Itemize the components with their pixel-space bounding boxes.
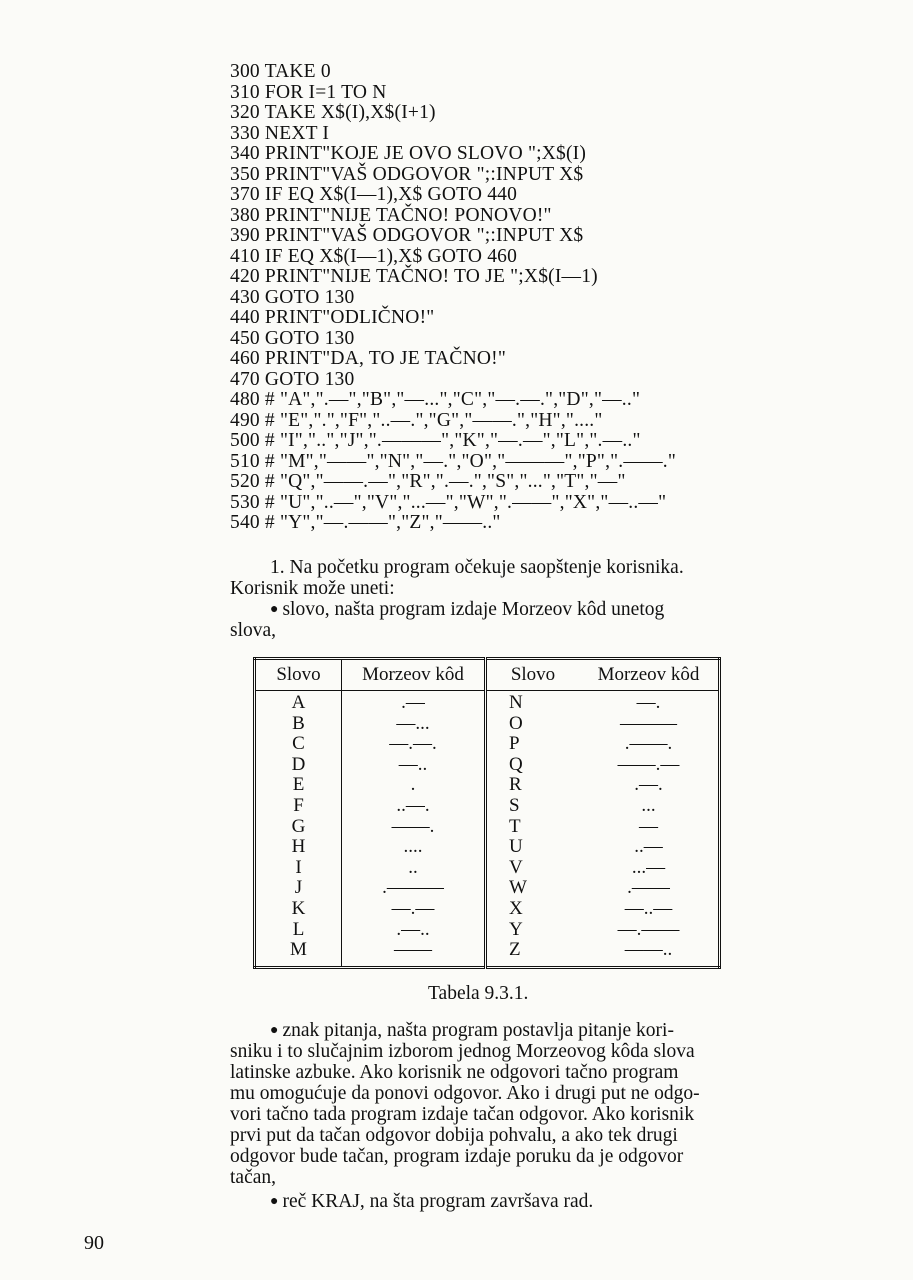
code-line: 430 GOTO 130	[230, 286, 355, 308]
code-line: 520 # "Q","——.—","R",".—.","S","...","T","—"	[230, 471, 626, 492]
bullet-item-1	[230, 599, 802, 620]
code-line: 450 GOTO 130	[230, 327, 355, 349]
code-line: 420 PRINT"NIJE TAČNO! TO JE ";X$(I—1)	[230, 266, 598, 287]
table-cell: B	[292, 712, 305, 734]
bullet-text-line: prvi put da tačan odgovor dobija pohvalu, a ako tek drugi	[230, 1125, 678, 1146]
table-cell: V	[509, 856, 523, 878]
left-codes-column	[342, 691, 486, 968]
table-cell: Z	[509, 939, 521, 961]
right-letters-column	[486, 691, 580, 968]
table-cell: I	[295, 856, 302, 878]
morse-code-table	[253, 657, 721, 969]
table-cell: X	[509, 897, 523, 919]
bullet-text-line: sniku i to slučajnim izborom jednog Morzeovog kôda slova	[230, 1041, 695, 1062]
table-header-row	[255, 659, 720, 691]
table-caption: Tabela 9.3.1.	[428, 983, 529, 1004]
table-cell: S	[509, 794, 520, 816]
table-cell: C	[292, 733, 305, 755]
table-cell: ——.	[391, 815, 435, 837]
table-cell: .——	[627, 877, 670, 899]
bullet-text-line: tačan,	[230, 1167, 277, 1188]
left-letters-column	[255, 691, 342, 968]
table-cell: U	[509, 836, 523, 858]
table-cell: J	[294, 877, 303, 899]
bullet-item-3	[230, 1191, 802, 1212]
code-line: 330 NEXT I	[230, 122, 330, 144]
table-cell: —.—.	[389, 733, 437, 755]
page-number: 90	[84, 1232, 104, 1254]
header-slovo-left: Slovo	[255, 659, 342, 691]
table-cell: A	[291, 692, 306, 713]
code-line: 440 PRINT"ODLIČNO!"	[230, 307, 435, 328]
table-cell: F	[293, 794, 304, 816]
table-cell: ..	[408, 856, 418, 878]
table-cell: .—..	[396, 918, 430, 940]
right-codes-column	[579, 691, 720, 968]
code-line: 470 GOTO 130	[230, 368, 355, 390]
code-line: 380 PRINT"NIJE TAČNO! PONOVO!"	[230, 204, 552, 226]
bullet-text-line: znak pitanja, našta program postavlja pitanje kori-	[282, 1020, 674, 1041]
table-cell: .———	[382, 877, 444, 899]
bullet-icon: ●	[270, 1194, 279, 1209]
table-cell: —..—	[624, 897, 673, 919]
table-cell: .—.	[634, 774, 663, 796]
table-cell: L	[292, 918, 305, 940]
bullet-text-line: mu omogućuje da ponovi odgovor. Ako i drugi put ne odgo-	[230, 1083, 700, 1104]
table-body	[255, 691, 720, 968]
table-cell: ———	[620, 712, 677, 734]
table-cell: G	[291, 815, 306, 837]
table-cell: ..—	[634, 836, 663, 858]
code-line: 530 # "U","..—","V","...—","W",".——","X","—..—"	[230, 491, 667, 513]
code-line: 510 # "M","——","N","—.","O","———","P",".——."	[230, 450, 677, 472]
table-cell: .	[410, 774, 416, 796]
bullet-icon: ●	[270, 1023, 279, 1038]
table-cell: M	[290, 939, 307, 961]
bullet-text-line: latinske azbuke. Ako korisnik ne odgovori tačno program	[230, 1062, 679, 1083]
header-slovo-right: Slovo	[486, 659, 580, 691]
table-cell: —.—	[391, 897, 435, 919]
code-line: 460 PRINT"DA, TO JE TAČNO!"	[230, 348, 506, 369]
bullet-text-1b: slova,	[230, 620, 277, 641]
table-cell: O	[509, 712, 523, 734]
table-cell: P	[509, 733, 520, 755]
table-cell: ...—	[631, 856, 666, 878]
bullet-paragraph-3	[230, 1191, 802, 1212]
code-line: 340 PRINT"KOJE JE OVO SLOVO ";X$(I)	[230, 143, 587, 164]
table-cell: D	[291, 753, 306, 775]
table-cell: W	[509, 877, 527, 899]
header-morse-right: Morzeov kôd	[579, 659, 720, 691]
table-cell: ——..	[624, 939, 673, 961]
code-line: 350 PRINT"VAŠ ODGOVOR ";:INPUT X$	[230, 163, 584, 185]
table-cell: .——.	[624, 733, 673, 755]
table-cell: E	[292, 774, 305, 796]
bullet-item-2	[230, 1020, 802, 1041]
table-cell: .—	[401, 692, 425, 713]
code-line: 370 IF EQ X$(I—1),X$ GOTO 440	[230, 184, 518, 205]
bullet-text-3: reč KRAJ, na šta program završava rad.	[282, 1191, 594, 1212]
intro-line-2: Korisnik može uneti:	[230, 578, 395, 599]
table-cell: K	[291, 897, 306, 919]
table-cell: Q	[509, 753, 523, 775]
table-cell: ....	[403, 836, 423, 858]
intro-line-1: 1. Na početku program očekuje saopštenje korisnika.	[270, 557, 684, 578]
table-cell: ..—.	[396, 794, 430, 816]
basic-code-listing	[230, 62, 676, 534]
table-cell: ...	[641, 794, 656, 816]
table-cell: N	[509, 692, 523, 713]
table-cell: —..	[398, 753, 428, 775]
table-cell: R	[509, 774, 522, 796]
bullet-icon: ●	[270, 602, 279, 617]
table-cell: —	[639, 815, 658, 837]
table-cell: ——.—	[617, 753, 680, 775]
bullet-text-line: odgovor bude tačan, program izdaje poruku da je odgovor	[230, 1146, 684, 1167]
table-cell: T	[509, 815, 521, 837]
code-line: 310 FOR I=1 TO N	[230, 81, 387, 103]
bullet-text-line: vori tačno tada program izdaje tačan odgovor. Ako korisnik	[230, 1104, 695, 1125]
code-line: 390 PRINT"VAŠ ODGOVOR ";:INPUT X$	[230, 225, 584, 246]
code-line: 410 IF EQ X$(I—1),X$ GOTO 460	[230, 245, 518, 267]
code-line: 300 TAKE 0	[230, 61, 331, 82]
table-cell: —...	[396, 712, 430, 734]
bullet-paragraph-2	[230, 1020, 802, 1188]
code-line: 320 TAKE X$(I),X$(I+1)	[230, 102, 436, 123]
header-morse-left: Morzeov kôd	[342, 659, 486, 691]
table-cell: Y	[509, 918, 523, 940]
table-cell: —.	[636, 692, 661, 713]
code-line: 480 # "A",".—","B","—...","C","—.—.","D","—.."	[230, 389, 641, 410]
table-cell: —.——	[617, 918, 680, 940]
intro-paragraph	[230, 557, 802, 641]
code-line: 490 # "E",".","F","..—.","G","——.","H","...."	[230, 409, 603, 431]
table-cell: H	[291, 836, 306, 858]
code-line: 540 # "Y","—.——","Z","——.."	[230, 512, 501, 533]
table-cell: ——	[394, 939, 432, 961]
code-line: 500 # "I","..","J",".———","K","—.—","L",".—.."	[230, 430, 641, 451]
bullet-text-1a: slovo, našta program izdaje Morzeov kôd unetog	[282, 599, 665, 620]
